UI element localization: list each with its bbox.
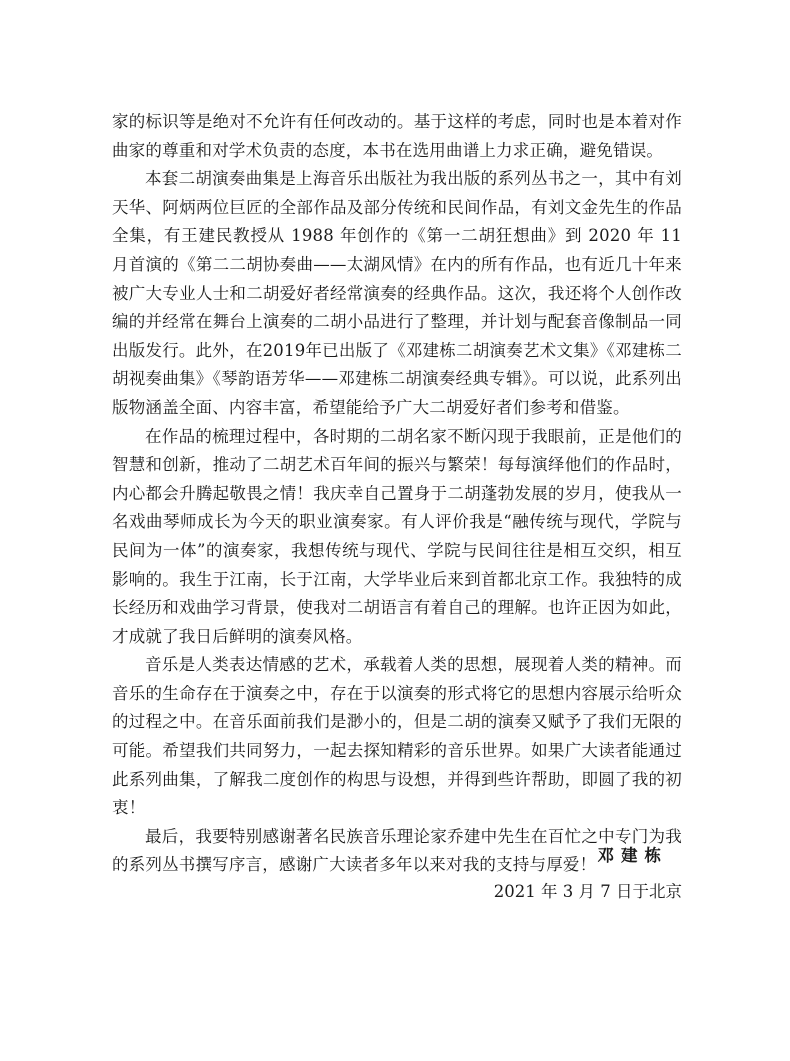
author-name: 邓建栋 bbox=[597, 846, 668, 865]
paragraph-series-intro: 本套二胡演奏曲集是上海音乐出版社为我出版的系列丛书之一，其中有刘天华、阿炳两位巨匠的全部作品及部分传统和民间作品，有刘文金先生的作品全集，有王建民教授从 1988 年创作的《第一二胡狂想曲》到 2020 年 11 月首演的《第二二胡协奏曲——太湖风情》在内的所有作品，也有近几十年来被广大专业人士和二胡爱好者经常演奏的经典作品。这次，我还将个人创作改编的并经常在舞台上演奏的二胡小品进行了整理，并计划与配套音像制品一同出版发行。此外，在2019年已出版了《邓建栋二胡演奏艺术文集》《邓建栋二胡视奏曲集》《琴韵语芳华——邓建栋二胡演奏经典专辑》。可以说，此系列出版物涵盖全面、内容丰富，希望能给予广大二胡爱好者们参考和借鉴。 bbox=[112, 169, 682, 417]
signature-block bbox=[112, 842, 682, 906]
paragraph-music-meaning: 音乐是人类表达情感的艺术，承载着人类的思想，展现着人类的精神。而音乐的生命存在于演奏之中，存在于以演奏的形式将它的思想内容展示给听众的过程之中。在音乐面前我们是渺小的，但是二胡的演奏又赋予了我们无限的可能。希望我们共同努力，一起去探知精彩的音乐世界。如果广大读者能通过此系列曲集，了解我二度创作的构思与设想，并得到些许帮助，即圆了我的初衷！ bbox=[112, 655, 682, 818]
paragraph-continuation: 家的标识等是绝对不允许有任何改动的。基于这样的考虑，同时也是本着对作曲家的尊重和对学术负责的态度，本书在选用曲谱上力求正确，避免错误。 bbox=[112, 112, 682, 160]
paragraph-reflection: 在作品的梳理过程中，各时期的二胡名家不断闪现于我眼前，正是他们的智慧和创新，推动了二胡艺术百年间的振兴与繁荣！每每演绎他们的作品时，内心都会升腾起敬畏之情！我庆幸自己置身于二胡蓬勃发展的岁月，使我从一名戏曲琴师成长为今天的职业演奏家。有人评价我是“融传统与现代，学院与民间为一体”的演奏家，我想传统与现代、学院与民间往往是相互交织，相互影响的。我生于江南，长于江南，大学毕业后来到首都北京工作。我独特的成长经历和戏曲学习背景，使我对二胡语言有着自己的理解。也许正因为如此，才成就了我日后鲜明的演奏风格。 bbox=[112, 426, 682, 646]
paragraph-acknowledgement: 最后，我要特别感谢著名民族音乐理论家乔建中先生在百忙之中专门为我的系列丛书撰写序言，感谢广大读者多年以来对我的支持与厚爱！ bbox=[112, 826, 682, 875]
signature-date: 2021 年 3 月 7 日于北京 bbox=[493, 882, 682, 901]
body-text bbox=[112, 108, 682, 880]
